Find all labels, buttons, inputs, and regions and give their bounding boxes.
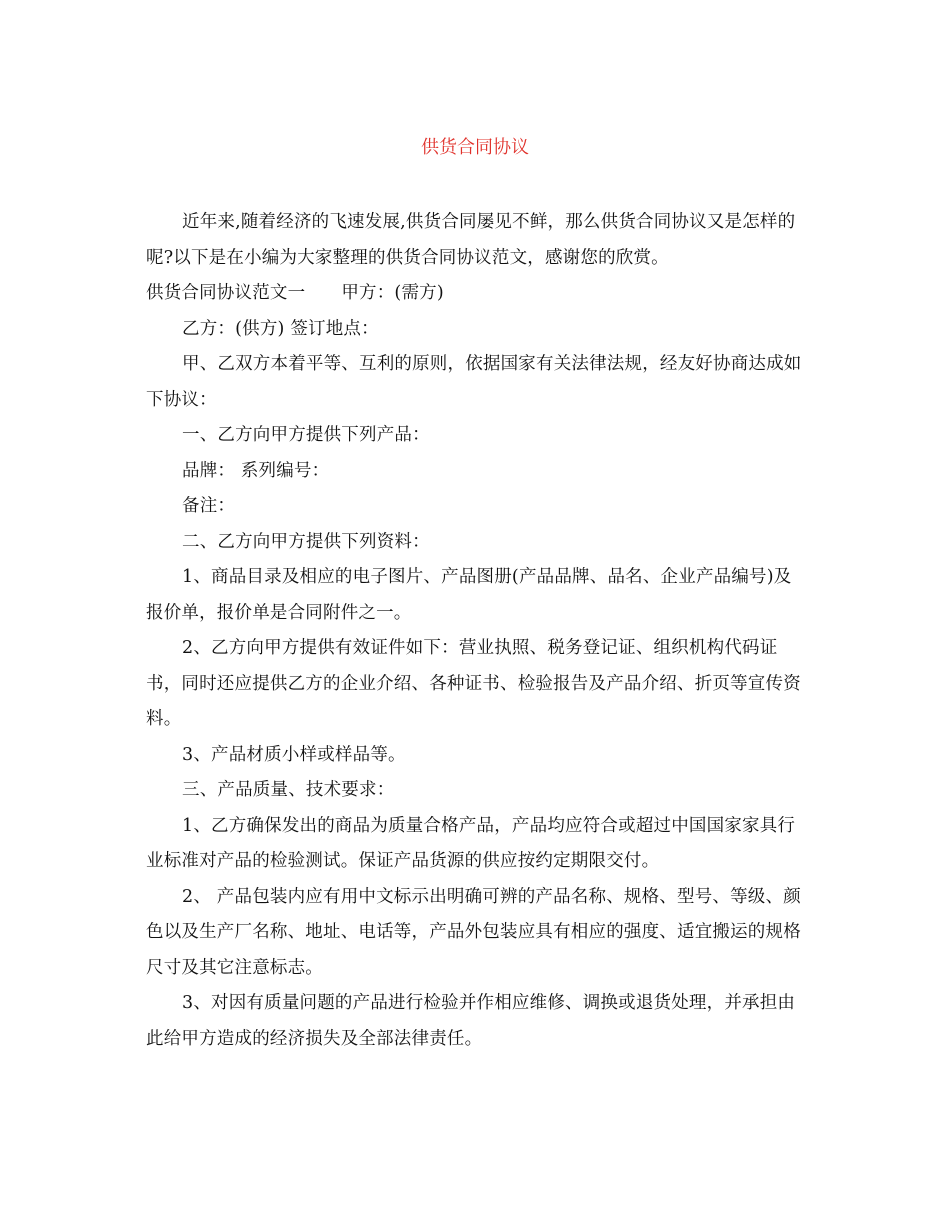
paragraph-2-2: 2、乙方向甲方提供有效证件如下：营业执照、税务登记证、组织机构代码证书，同时还应提供乙方的企业介绍、各种证书、检验报告及产品介绍、折页等宣传资料。 <box>146 638 801 729</box>
paragraph-remark: 备注： <box>182 496 236 516</box>
sample-title: 供货合同协议范文一 <box>146 283 306 303</box>
paragraph-principle: 甲、乙双方本着平等、互利的原则，依据国家有关法律法规，经友好协商达成如下协议： <box>146 354 802 410</box>
paragraph-2-1: 1、商品目录及相应的电子图片、产品图册(产品品牌、品名、企业产品编号)及报价单，报价单是合同附件之一。 <box>146 567 792 623</box>
paragraph-sample-heading <box>146 276 806 312</box>
paragraph-intro: 近年来,随着经济的飞速发展,供货合同屡见不鲜，那么供货合同协议又是怎样的呢?以下是在小编为大家整理的供货合同协议范文，感谢您的欣赏。 <box>146 212 796 268</box>
document-body <box>146 205 806 1057</box>
paragraph-3-2: 2、 产品包装内应有用中文标示出明确可辨的产品名称、规格、型号、等级、颜色以及生产厂名称、地址、电话等，产品外包装应具有相应的强度、适宜搬运的规格尺寸及其它注意标志。 <box>146 886 801 978</box>
section-heading-3: 三、产品质量、技术要求： <box>182 780 395 800</box>
document-title: 供货合同协议 <box>421 137 529 158</box>
paragraph-2-3: 3、产品材质小样或样品等。 <box>182 744 406 765</box>
party-a-label: 甲方：(需方) <box>341 283 444 303</box>
paragraph-party-b: 乙方：(供方) 签订地点： <box>182 318 379 339</box>
section-heading-1: 一、乙方向甲方提供下列产品： <box>182 425 430 445</box>
section-heading-2: 二、乙方向甲方提供下列资料： <box>182 531 430 552</box>
paragraph-3-3: 3、对因有质量问题的产品进行检验并作相应维修、调换或退货处理，并承担由此给甲方造成的经济损失及全部法律责任。 <box>146 993 796 1049</box>
paragraph-3-1: 1、乙方确保发出的商品为质量合格产品，产品均应符合或超过中国国家家具行业标准对产品的检验测试。保证产品货源的供应按约定期限交付。 <box>146 815 796 871</box>
paragraph-brand: 品牌： 系列编号： <box>182 460 330 481</box>
